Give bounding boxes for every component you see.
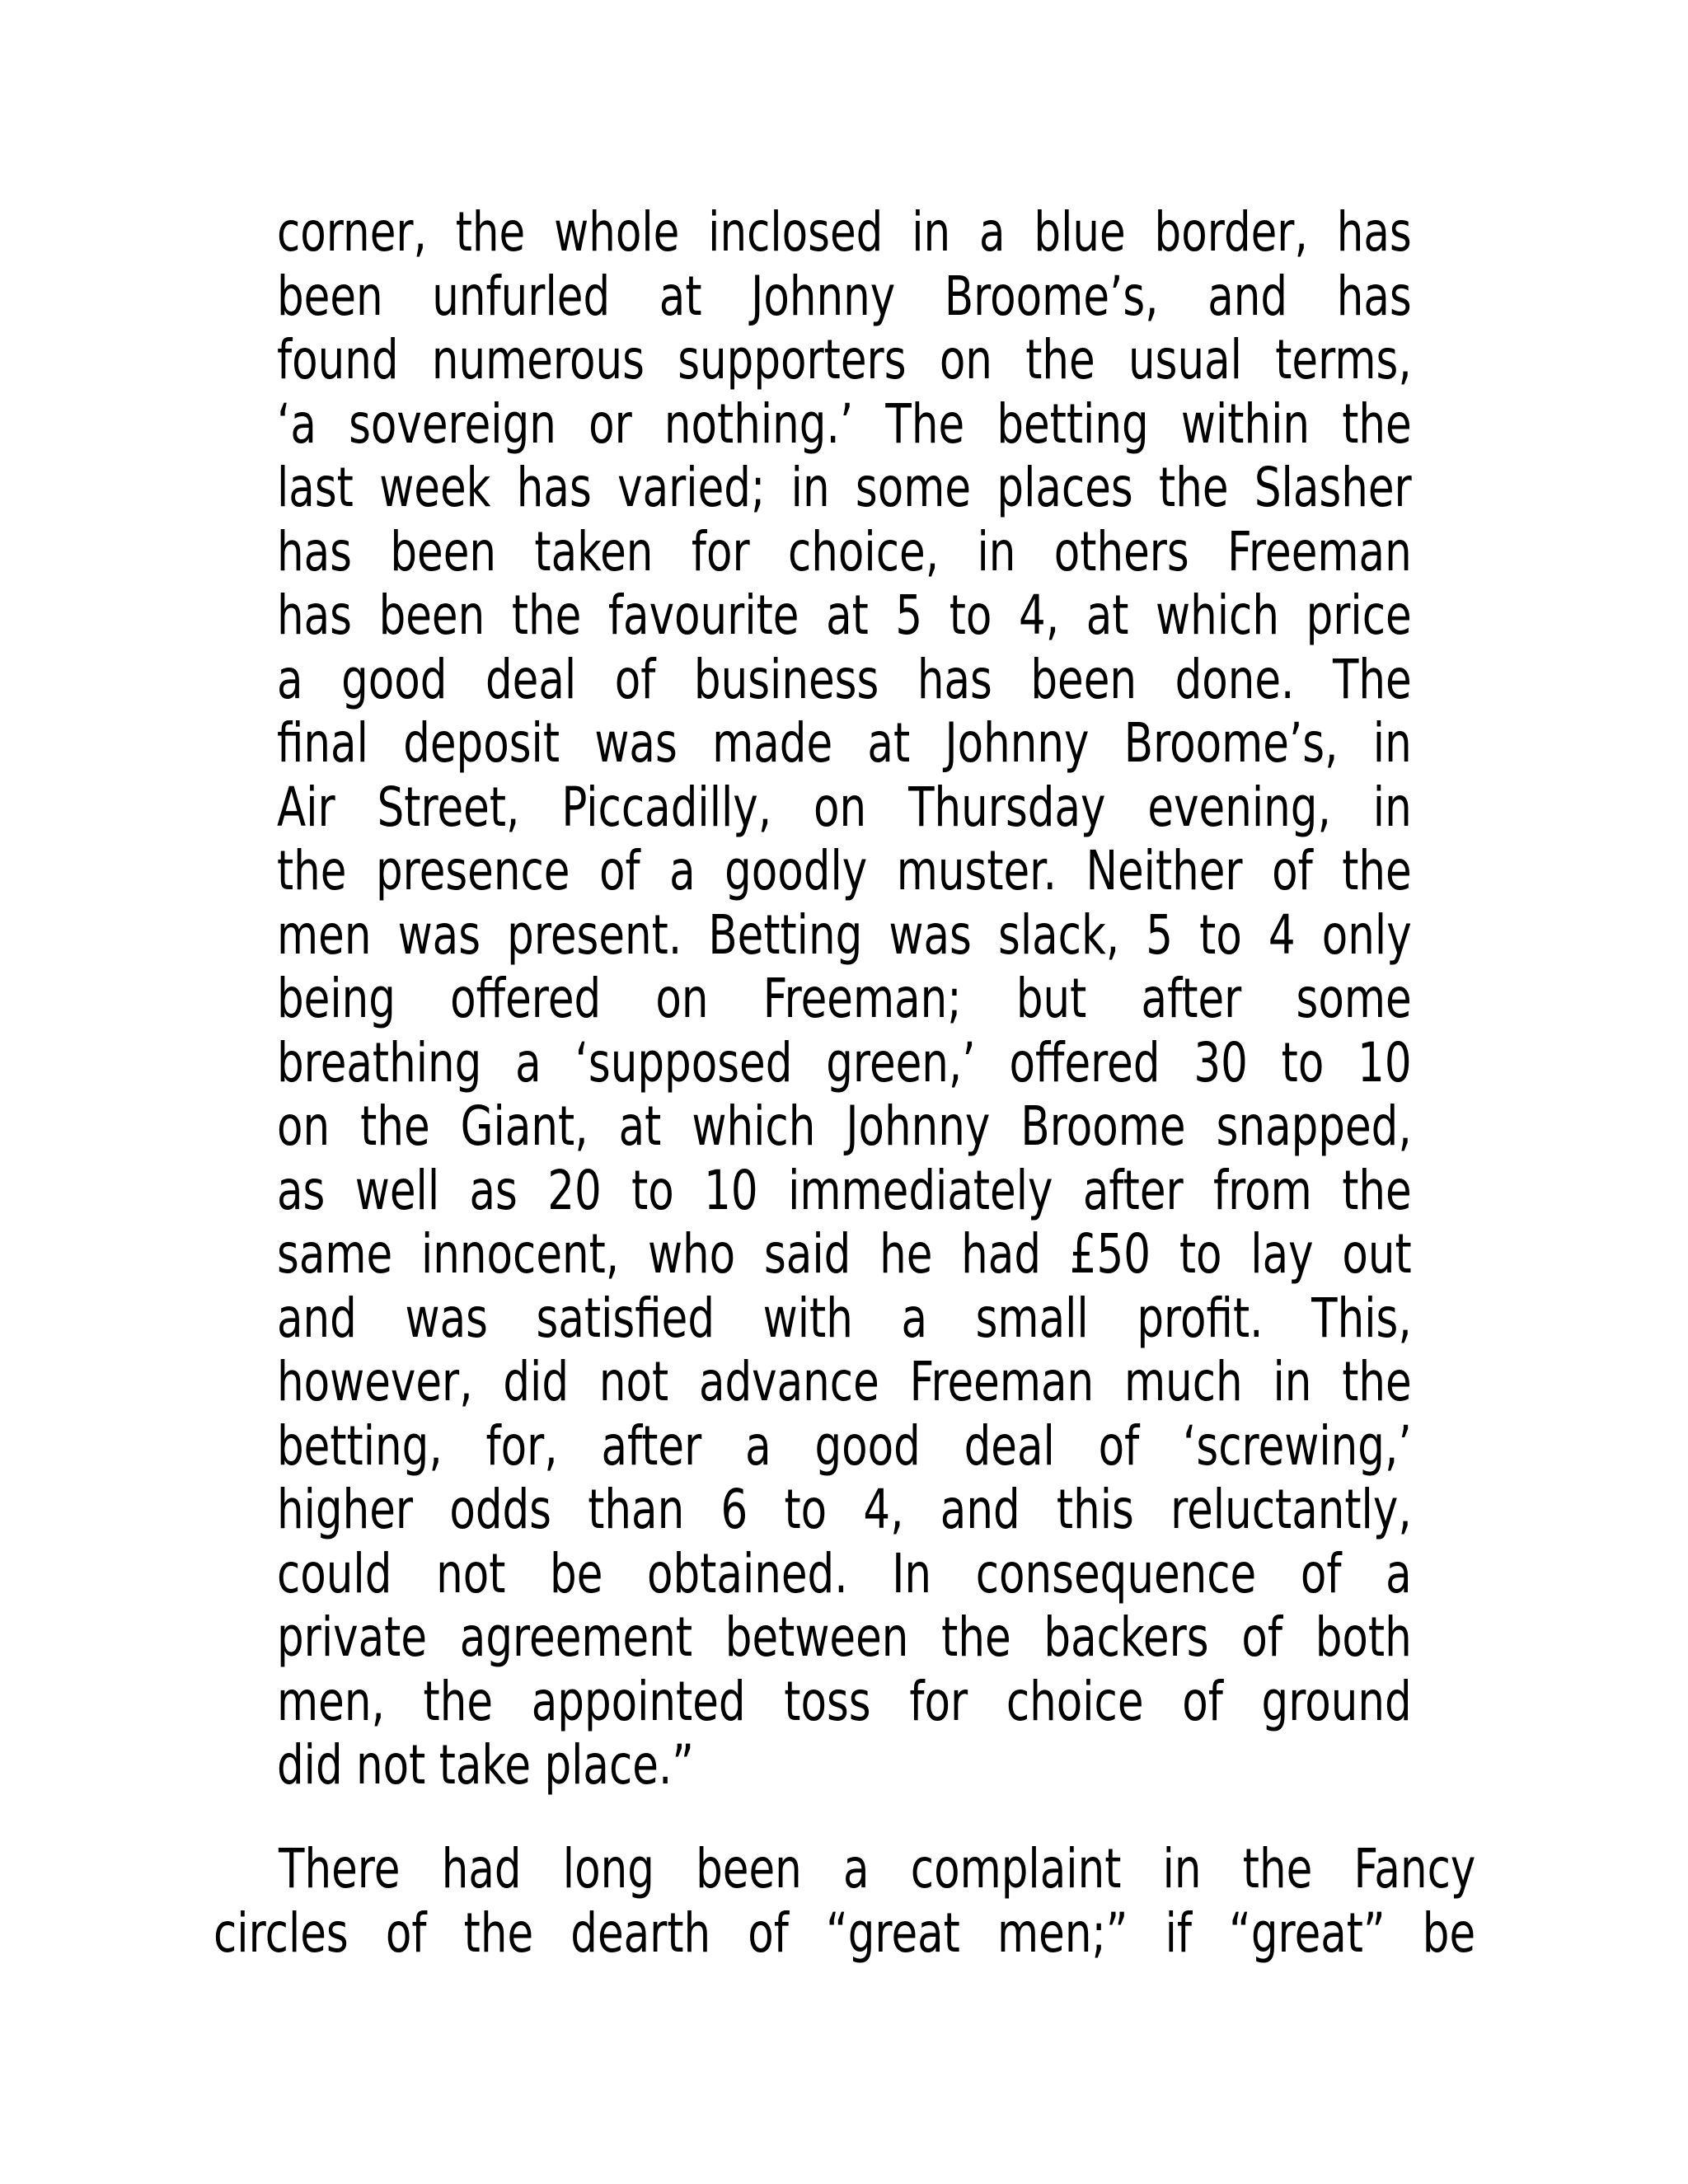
- quote-line: [277, 839, 1412, 903]
- quote-line: [277, 1670, 1412, 1734]
- quote-line: [277, 903, 1412, 968]
- quote-line: [277, 967, 1412, 1031]
- quote-line: [277, 456, 1412, 520]
- quote-line-text: corner, the whole inclosed in a blue border, has: [277, 200, 1412, 264]
- body-line: [213, 1901, 1475, 1966]
- quote-line-text: and was satisfied with a small profit. This,: [277, 1286, 1412, 1350]
- quote-line: [277, 1350, 1412, 1414]
- body-line-text: There had long been a complaint in the Fancy: [279, 1837, 1476, 1900]
- quote-line-text: breathing a ‘supposed green,’ offered 30 to 10: [277, 1030, 1412, 1094]
- body-line-text: circles of the dearth of “great men;” if “great” be: [213, 1900, 1476, 1965]
- quote-line: [277, 1286, 1412, 1351]
- quote-line: [277, 520, 1412, 584]
- body-line-first: [279, 1837, 1475, 1901]
- quote-line: [277, 776, 1412, 840]
- quote-line-text: the presence of a goodly muster. Neither of the: [277, 839, 1412, 902]
- quote-line: [277, 1222, 1412, 1286]
- quote-line-text: been unfurled at Johnny Broome’s, and has: [277, 264, 1412, 328]
- quote-line: [277, 200, 1412, 265]
- quote-line-text: as well as 20 to 10 immediately after from the: [277, 1158, 1412, 1222]
- quote-line-text: higher odds than 6 to 4, and this reluctantly,: [277, 1478, 1412, 1541]
- quote-line-text: found numerous supporters on the usual terms,: [277, 328, 1412, 391]
- quote-line-text: a good deal of business has been done. The: [277, 647, 1412, 711]
- quote-line-text: last week has varied; in some places the Slasher: [277, 456, 1412, 519]
- quote-line-text: betting, for, after a good deal of ‘screwing,’: [277, 1413, 1412, 1478]
- quote-line-text: could not be obtained. In consequence of a: [277, 1541, 1412, 1605]
- quote-line: [277, 1414, 1412, 1479]
- quote-line-text: on the Giant, at which Johnny Broome snapped,: [277, 1094, 1412, 1158]
- quote-line-text: however, did not advance Freeman much in the: [277, 1350, 1412, 1413]
- quote-line-text: being offered on Freeman; but after some: [277, 967, 1412, 1030]
- quote-line: [277, 648, 1412, 712]
- quote-line-text: men was present. Betting was slack, 5 to 4 only: [277, 902, 1412, 967]
- quote-line-text: did not take place.”: [277, 1733, 694, 1797]
- quote-line: [277, 1031, 1412, 1095]
- quote-line: [277, 328, 1412, 392]
- quote-line-text: ‘a sovereign or nothing.’ The betting within the: [277, 391, 1412, 456]
- quote-line-text: has been taken for choice, in others Freeman: [277, 519, 1412, 583]
- quote-line: [277, 711, 1412, 776]
- quote-line: [277, 392, 1412, 457]
- quote-line: [277, 1159, 1412, 1223]
- quote-line-text: men, the appointed toss for choice of ground: [277, 1669, 1412, 1733]
- quote-line: [277, 1094, 1412, 1159]
- quote-line: [277, 1605, 1412, 1670]
- quote-line-text: same innocent, who said he had £50 to lay out: [277, 1222, 1412, 1286]
- quote-line: [277, 1478, 1412, 1542]
- quote-line: [277, 583, 1412, 648]
- quote-line-text: final deposit was made at Johnny Broome’s, in: [277, 711, 1412, 775]
- quote-line-text: Air Street, Piccadilly, on Thursday evening, in: [277, 775, 1412, 839]
- quote-line: [277, 1542, 1412, 1606]
- quote-line: [277, 265, 1412, 329]
- quote-line-last: [277, 1733, 1412, 1797]
- quote-line-text: private agreement between the backers of both: [277, 1605, 1412, 1669]
- quote-line-text: has been the favourite at 5 to 4, at which price: [277, 583, 1412, 647]
